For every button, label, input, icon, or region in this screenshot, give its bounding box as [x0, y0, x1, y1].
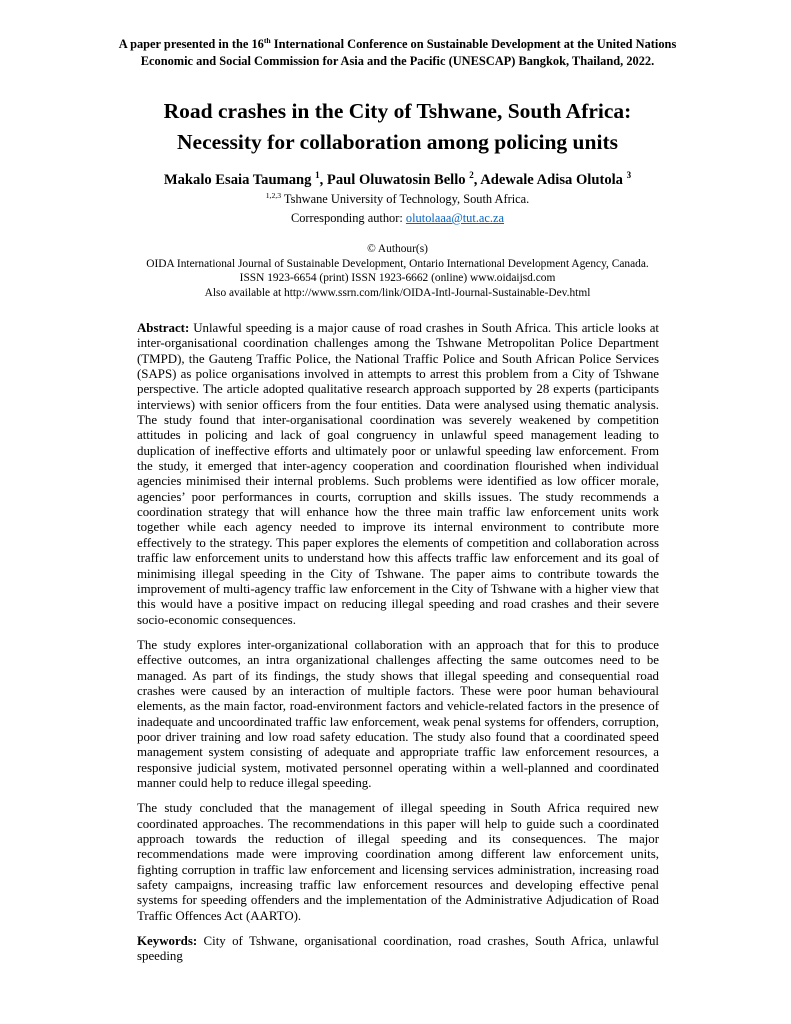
- abstract-label: Abstract:: [137, 321, 190, 335]
- conference-note-ordinal-superscript: th: [263, 35, 271, 45]
- journal-name-line: OIDA International Journal of Sustainable Development, Ontario International Development Agency, Canada.: [146, 257, 649, 270]
- author-separator: ,: [319, 172, 327, 188]
- author-2-name: Paul Oluwatosin Bello: [326, 172, 470, 188]
- keywords-text: City of Tshwane, organisational coordination, road crashes, South Africa, unlawful speeding: [137, 934, 659, 964]
- body-paragraph-2: The study explores inter-organizational collaboration with an approach that for this to produce effective outcomes, an intra organizational challenges affecting the same outcomes need to be managed. As part of its findings, the study shows that illegal speeding and consequential road crashes were caused by an interaction of multiple factors. These were poor human behavioural elements, as the main factor, road-environment factors and vehicle-related factors in the presence of inadequate and uncoordinated traffic law enforcement, weak penal systems for offenders, corruption, poor driver training and low road safety education. The study also found that a coordinated speed management system consisting of adequate and appropriate traffic law enforcement resources, a responsive judicial system, motivated personnel operating within a well-planned and coordinated manner could help to reduce illegal speeding.: [137, 637, 659, 790]
- author-1-affiliation-superscript: 1: [315, 170, 320, 181]
- corresponding-author-line: [95, 209, 700, 228]
- affiliation-text: Tshwane University of Technology, South Africa.: [281, 192, 530, 206]
- author-3-name: Adewale Adisa Olutola: [480, 172, 627, 188]
- author-2-affiliation-superscript: 2: [469, 170, 474, 181]
- paper-title-line1: Road crashes in the City of Tshwane, South Africa:: [163, 99, 632, 123]
- corresponding-author-label: Corresponding author:: [290, 211, 406, 225]
- author-1-name: Makalo Esaia Taumang: [163, 172, 316, 188]
- journal-imprint: [95, 242, 700, 300]
- corresponding-author-email-link[interactable]: olutolaaa@tut.ac.za: [405, 211, 505, 225]
- availability-line: Also available at http://www.ssrn.com/link/OIDA-Intl-Journal-Sustainable-Dev.html: [204, 286, 591, 299]
- author-separator: ,: [473, 172, 481, 188]
- keywords-label: Keywords:: [137, 934, 198, 949]
- author-3-affiliation-superscript: 3: [626, 170, 632, 181]
- keywords-paragraph: [137, 934, 659, 965]
- authors-line: [95, 171, 700, 190]
- copyright-line: © Authour(s): [367, 243, 428, 255]
- paper-title: [95, 96, 700, 158]
- affiliation-line: [95, 190, 700, 209]
- conference-note-part2: International Conference on Sustainable Development at the United Nations Economic and Social Commission for Asia and the Pacific (UNESCAP) Bangkok, Thailand, 2022.: [140, 37, 677, 68]
- abstract-text: Unlawful speeding is a major cause of road crashes in South Africa. This article looks at inter-organisational coordination challenges among the Tshwane Metropolitan Police Department (TMPD), the Gauteng Traffic Police, the National Traffic Police and South African Police Services (SAPS) as police organisations involved in attempts to arrest this problem from a City of Tshwane perspective. The article adopted qualitative research approach supported by 28 experts (participants interviews) with senior officers from the four entities. Data were analysed using thematic analysis. The study found that inter-organisational coordination was severely weakened by competition attitudes in policing and lack of goal congruency in unlawful speed management leading to duplication of ineffective efforts and ultimately poor or unlawful speeding law enforcement. From the study, it emerged that inter-agency cooperation and coordination flourished when individual agencies minimised their internal problems. Such problems were identified as low officer morale, agencies’ poor performances in courts, corruption and skills issues. The study recommends a coordination strategy that will enhance how the three main traffic law enforcement units work together while each agency needed to improve its internal environment to contribute more effectively to the strategy. This paper explores the elements of competition and collaboration across traffic law enforcement units to understand how this affects traffic law enforcement and its goal of minimising illegal speeding in the City of Tshwane. The paper aims to contribute towards the improvement of multi-agency traffic law enforcement in the City of Tshwane with a higher view that this would have a positive impact on reducing illegal speeding and road crashes and their severe socio-economic consequences.: [137, 321, 659, 627]
- body-paragraph-3: The study concluded that the management of illegal speeding in South Africa required new coordinated approaches. The recommendations in this paper will help to guide such a coordinated approach towards the reduction of illegal speeding and its consequences. The major recommendations made were improving coordination among different law enforcement units, fighting corruption in traffic law enforcement and licensing services administration, increasing road safety campaigns, increasing traffic law enforcement resources and developing effective penal systems for speeding offenders and the implementation of the Administrative Adjudication of Road Traffic Offences Act (AARTO).: [137, 801, 659, 923]
- issn-line: ISSN 1923-6654 (print) ISSN 1923-6662 (online) www.oidaijsd.com: [239, 272, 556, 284]
- affiliation-superscript: 1,2,3: [265, 190, 282, 200]
- paper-title-line2: Necessity for collaboration among policing units: [177, 130, 618, 154]
- conference-note-part1: A paper presented in the 16: [118, 37, 264, 51]
- abstract-paragraph: [137, 321, 659, 628]
- conference-note: [95, 36, 700, 70]
